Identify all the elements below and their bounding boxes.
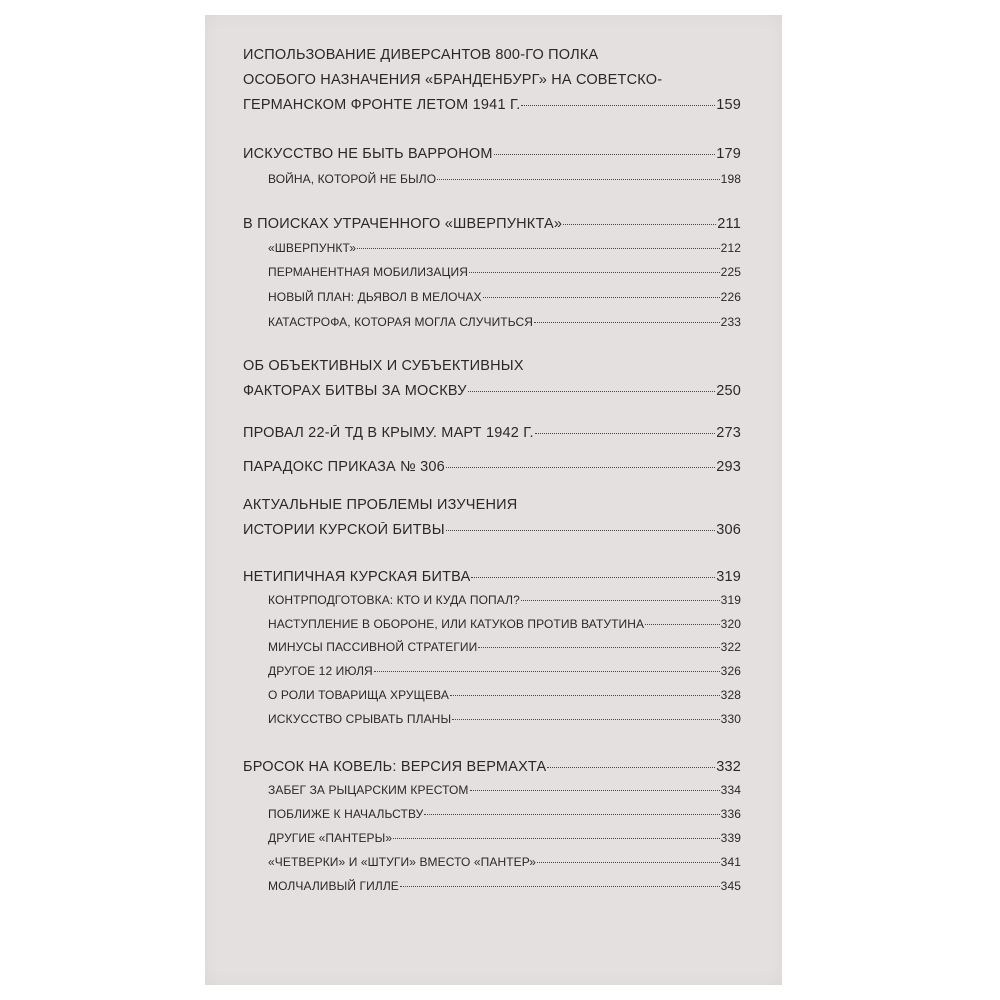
toc-page-number: 293 bbox=[716, 459, 741, 475]
toc-subentry bbox=[268, 712, 741, 726]
toc-subentry bbox=[268, 664, 741, 678]
toc-entry-title: ГЕРМАНСКОМ ФРОНТЕ ЛЕТОМ 1941 Г. bbox=[243, 97, 521, 113]
toc-entry-line: ОСОБОГО НАЗНАЧЕНИЯ «БРАНДЕНБУРГ» НА СОВЕТСКО- bbox=[243, 72, 663, 88]
toc-entry-title: ПРОВАЛ 22-Й ТД В КРЫМУ. МАРТ 1942 Г. bbox=[243, 425, 534, 441]
toc-subentry bbox=[268, 593, 741, 607]
toc-entry bbox=[243, 569, 741, 585]
toc-entry-line: ИСПОЛЬЗОВАНИЕ ДИВЕРСАНТОВ 800-ГО ПОЛКА bbox=[243, 47, 599, 63]
toc-subentry bbox=[268, 640, 741, 654]
toc-page-number: 233 bbox=[720, 315, 741, 329]
toc-subentry-title: КОНТРПОДГОТОВКА: КТО И КУДА ПОПАЛ? bbox=[268, 593, 520, 607]
dot-leader bbox=[374, 670, 720, 672]
toc-page-number: 330 bbox=[720, 712, 741, 726]
dot-leader bbox=[483, 296, 720, 298]
toc-page-number: 179 bbox=[716, 146, 741, 162]
toc-subentry bbox=[268, 290, 741, 304]
dot-leader bbox=[521, 599, 720, 601]
toc-entry bbox=[243, 146, 741, 162]
toc-page-number: 225 bbox=[720, 265, 741, 279]
dot-leader bbox=[452, 718, 719, 720]
toc-subentry-title: НОВЫЙ ПЛАН: ДЬЯВОЛ В МЕЛОЧАХ bbox=[268, 290, 482, 304]
toc-entry bbox=[243, 425, 741, 441]
toc-page-number: 159 bbox=[716, 97, 741, 113]
toc-subentry-title: ПОБЛИЖЕ К НАЧАЛЬСТВУ bbox=[268, 807, 424, 821]
toc-subentry bbox=[268, 688, 741, 702]
dot-leader bbox=[357, 247, 720, 249]
toc-entry bbox=[243, 216, 741, 232]
toc-subentry-title: ДРУГИЕ «ПАНТЕРЫ» bbox=[268, 831, 393, 845]
dot-leader bbox=[470, 789, 720, 791]
toc-entry-line: ОБ ОБЪЕКТИВНЫХ И СУБЪЕКТИВНЫХ bbox=[243, 358, 524, 374]
toc-subentry bbox=[268, 265, 741, 279]
dot-leader bbox=[535, 432, 715, 434]
toc-subentry-title: МИНУСЫ ПАССИВНОЙ СТРАТЕГИИ bbox=[268, 640, 478, 654]
toc-page-number: 212 bbox=[720, 241, 741, 255]
toc-subentry-title: НАСТУПЛЕНИЕ В ОБОРОНЕ, ИЛИ КАТУКОВ ПРОТИВ ВАТУТИНА bbox=[268, 617, 645, 631]
toc-page-number: 334 bbox=[720, 783, 741, 797]
toc-entry-line: АКТУАЛЬНЫЕ ПРОБЛЕМЫ ИЗУЧЕНИЯ bbox=[243, 497, 518, 513]
toc-subentry bbox=[268, 855, 741, 869]
toc-subentry bbox=[268, 783, 741, 797]
toc-entry bbox=[243, 759, 741, 775]
toc-subentry-title: ВОЙНА, КОТОРОЙ НЕ БЫЛО bbox=[268, 172, 437, 186]
toc-page-number: 341 bbox=[720, 855, 741, 869]
toc-entry-title: В ПОИСКАХ УТРАЧЕННОГО «ШВЕРПУНКТА» bbox=[243, 216, 563, 232]
toc-page-number: 328 bbox=[720, 688, 741, 702]
toc-subentry-title: МОЛЧАЛИВЫЙ ГИЛЛЕ bbox=[268, 879, 399, 893]
toc-page-number: 322 bbox=[720, 640, 741, 654]
toc-page-number: 336 bbox=[720, 807, 741, 821]
dot-leader bbox=[450, 694, 720, 696]
toc-subentry-title: О РОЛИ ТОВАРИЩА ХРУЩЕВА bbox=[268, 688, 449, 702]
toc-page-number: 306 bbox=[716, 522, 741, 538]
toc-subentry bbox=[268, 172, 741, 186]
toc-page-number: 211 bbox=[717, 216, 741, 232]
toc-subentry bbox=[268, 807, 741, 821]
dot-leader bbox=[469, 271, 720, 273]
dot-leader bbox=[424, 813, 719, 815]
toc-subentry-title: ПЕРМАНЕНТНАЯ МОБИЛИЗАЦИЯ bbox=[268, 265, 468, 279]
toc-entry bbox=[243, 522, 741, 538]
toc-entry bbox=[243, 97, 741, 113]
toc-page-number: 320 bbox=[720, 617, 741, 631]
toc-subentry-title: КАТАСТРОФА, КОТОРАЯ МОГЛА СЛУЧИТЬСЯ bbox=[268, 315, 533, 329]
dot-leader bbox=[563, 223, 716, 225]
toc-entry bbox=[243, 459, 741, 475]
dot-leader bbox=[468, 390, 716, 392]
dot-leader bbox=[393, 837, 720, 839]
toc-subentry bbox=[268, 879, 741, 893]
toc-page-number: 332 bbox=[716, 759, 741, 775]
toc-subentry-title: ИСКУССТВО СРЫВАТЬ ПЛАНЫ bbox=[268, 712, 452, 726]
toc-subentry bbox=[268, 241, 741, 255]
dot-leader bbox=[645, 623, 720, 625]
toc-entry-title: ИСКУССТВО НЕ БЫТЬ ВАРРОНОМ bbox=[243, 146, 493, 162]
toc-page-number: 198 bbox=[720, 172, 741, 186]
dot-leader bbox=[471, 576, 715, 578]
toc-page-number: 226 bbox=[720, 290, 741, 304]
toc-subentry-title: ДРУГОЕ 12 ИЮЛЯ bbox=[268, 664, 373, 678]
toc-entry-title: ФАКТОРАХ БИТВЫ ЗА МОСКВУ bbox=[243, 383, 467, 399]
dot-leader bbox=[534, 321, 720, 323]
toc-page-number: 345 bbox=[720, 879, 741, 893]
toc-entry bbox=[243, 383, 741, 399]
toc-page-number: 319 bbox=[716, 569, 741, 585]
dot-leader bbox=[547, 766, 715, 768]
dot-leader bbox=[478, 646, 719, 648]
toc-subentry bbox=[268, 617, 741, 631]
toc-subentry bbox=[268, 315, 741, 329]
toc-subentry-title: «ШВЕРПУНКТ» bbox=[268, 241, 357, 255]
toc-subentry-title: «ЧЕТВЕРКИ» И «ШТУГИ» ВМЕСТО «ПАНТЕР» bbox=[268, 855, 536, 869]
toc-page-number: 326 bbox=[720, 664, 741, 678]
toc-page-number: 250 bbox=[716, 383, 741, 399]
toc-page-number: 339 bbox=[720, 831, 741, 845]
dot-leader bbox=[494, 153, 716, 155]
dot-leader bbox=[437, 178, 720, 180]
toc-subentry-title: ЗАБЕГ ЗА РЫЦАРСКИМ КРЕСТОМ bbox=[268, 783, 469, 797]
dot-leader bbox=[446, 529, 715, 531]
toc-page-number: 319 bbox=[720, 593, 741, 607]
toc-page-number: 273 bbox=[716, 425, 741, 441]
dot-leader bbox=[400, 885, 720, 887]
toc-entry-title: ПАРАДОКС ПРИКАЗА № 306 bbox=[243, 459, 445, 475]
dot-leader bbox=[537, 861, 720, 863]
toc-entry-title: НЕТИПИЧНАЯ КУРСКАЯ БИТВА bbox=[243, 569, 471, 585]
dot-leader bbox=[521, 104, 715, 106]
toc-entry-title: БРОСОК НА КОВЕЛЬ: ВЕРСИЯ ВЕРМАХТА bbox=[243, 759, 547, 775]
dot-leader bbox=[446, 466, 715, 468]
toc-entry-title: ИСТОРИИ КУРСКОЙ БИТВЫ bbox=[243, 522, 445, 538]
toc-subentry bbox=[268, 831, 741, 845]
